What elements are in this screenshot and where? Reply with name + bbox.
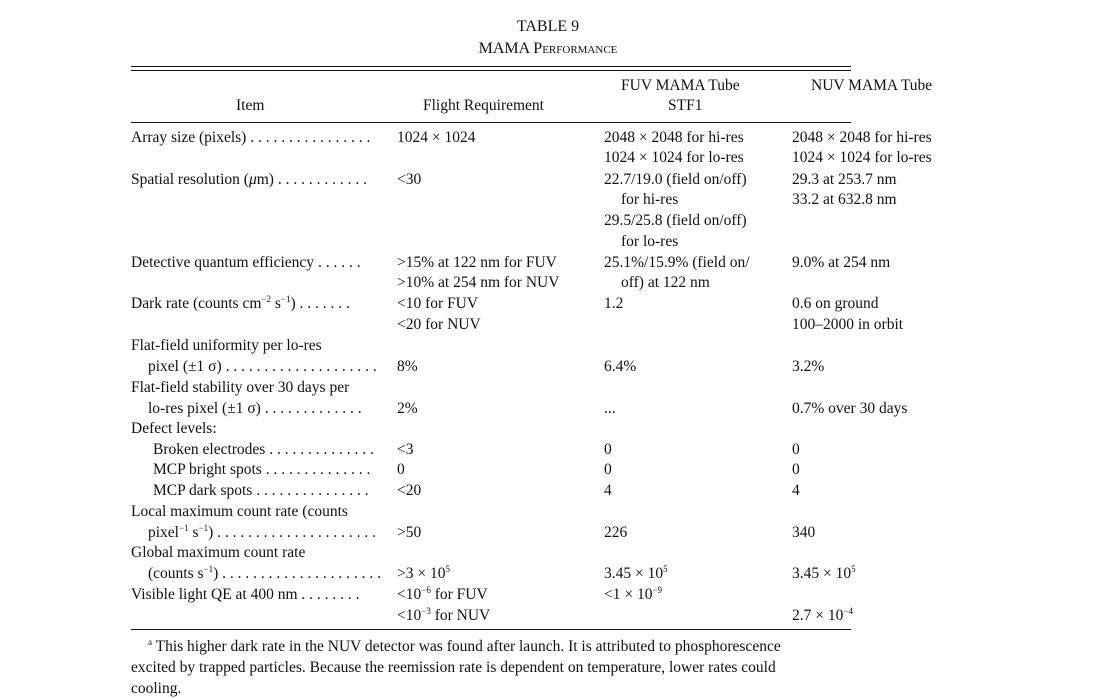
cell-fuv: for hi-res	[621, 191, 679, 208]
cell-nuv: 0	[792, 441, 800, 458]
cell-nuv: 9.0% at 254 nm	[792, 254, 891, 271]
cell-nuv: 4	[792, 482, 800, 499]
cell-nuv: 340	[792, 524, 816, 541]
top-rule-double	[131, 70, 851, 71]
cell-nuv: 3.2%	[792, 358, 825, 375]
row-label: Local maximum count rate (counts	[131, 503, 348, 520]
cell-fuv: 29.5/25.8 (field on/off)	[604, 212, 747, 229]
cell-fuv: $3.45 \times 10^5$	[604, 564, 668, 582]
cell-fuv: 226	[604, 524, 628, 541]
header-fuv-line2: STF1	[668, 97, 703, 114]
cell-fuv: 1.2	[604, 295, 624, 312]
row-label: Dark rate (counts $cm^{-2}$ $s^{-1}$) . . . . . . .	[131, 294, 350, 312]
section-label: Defect levels:	[131, 420, 217, 437]
header-flight-requirement: Flight Requirement	[423, 97, 544, 114]
row-label: Spatial resolution (μm) . . . . . . . . . . . .	[131, 171, 367, 188]
table-title-smallcaps: Performance	[533, 40, 618, 57]
cell-fuv: ...	[604, 400, 616, 417]
cell-requirement: 8%	[397, 358, 418, 375]
row-label: Broken electrodes . . . . . . . . . . . . . .	[153, 441, 374, 458]
footnote-line1: $^a$ This higher dark rate in the NUV detector was found after launch. It is attributed to phosphorescence	[148, 637, 781, 655]
top-rule	[131, 66, 851, 67]
cell-nuv: 1024 × 1024 for lo-res	[792, 149, 932, 166]
header-fuv-line1: FUV MAMA Tube	[621, 77, 740, 94]
cell-fuv: off) at 122 nm	[621, 274, 710, 291]
cell-nuv: 0.6 on ground	[792, 295, 879, 312]
cell-fuv: 0	[604, 461, 612, 478]
cell-nuv: $3.45 \times 10^5$	[792, 564, 856, 582]
row-label: Visible light QE at 400 nm . . . . . . . .	[131, 586, 360, 603]
table-number: TABLE 9	[516, 18, 580, 35]
cell-nuv: 0.7% over 30 days	[792, 400, 908, 417]
cell-fuv: for lo-res	[621, 233, 679, 250]
row-label: Flat-field uniformity per lo-res	[131, 337, 322, 354]
row-label: (counts $s^{-1}$) . . . . . . . . . . . . . . . . . . . . .	[148, 564, 382, 582]
cell-nuv: $2.7 \times 10^{-4}$	[792, 606, 853, 624]
row-label: Detective quantum efficiency . . . . . .	[131, 254, 361, 271]
cell-requirement: $<10^{-6}$ for FUV	[397, 585, 488, 603]
row-label: Flat-field stability over 30 days per	[131, 379, 350, 396]
table-title-main: MAMA	[478, 40, 530, 57]
header-nuv-line1: NUV MAMA Tube	[811, 77, 933, 94]
cell-nuv: 0	[792, 461, 800, 478]
header-rule	[131, 122, 851, 123]
footnote-line3: cooling.	[131, 680, 182, 697]
cell-fuv: 6.4%	[604, 358, 637, 375]
row-label: pixel$^{-1}$ $s^{-1}$) . . . . . . . . . . . . . . . . . . . . .	[148, 523, 376, 541]
cell-requirement: <30	[397, 171, 422, 188]
cell-requirement: <3	[397, 441, 414, 458]
table-title	[0, 40, 1096, 58]
cell-requirement: <20	[397, 482, 422, 499]
row-label: Array size (pixels) . . . . . . . . . . . . . . . .	[131, 129, 371, 146]
row-label: lo-res pixel (±1 σ) . . . . . . . . . . . . .	[148, 400, 362, 417]
cell-requirement: >15% at 122 nm for FUV	[397, 254, 557, 271]
cell-requirement: 1024 × 1024	[397, 129, 476, 146]
cell-fuv: 2048 × 2048 for hi-res	[604, 129, 744, 146]
cell-fuv: 4	[604, 482, 612, 499]
cell-nuv: 100–2000 in orbit	[792, 316, 904, 333]
cell-fuv: 25.1%/15.9% (field on/	[604, 254, 750, 271]
cell-fuv: 0	[604, 441, 612, 458]
cell-requirement: >50	[397, 524, 422, 541]
cell-nuv: 33.2 at 632.8 nm	[792, 191, 897, 208]
bottom-rule	[131, 629, 851, 630]
row-label: pixel (±1 σ) . . . . . . . . . . . . . . . . . . . .	[148, 358, 377, 375]
footnote-line2: excited by trapped particles. Because the reemission rate is dependent on temperature, lower rates could	[131, 659, 776, 676]
cell-requirement: 0	[397, 461, 405, 478]
cell-requirement: 2%	[397, 400, 418, 417]
cell-requirement: <10 for FUV	[397, 295, 479, 312]
row-label: MCP dark spots . . . . . . . . . . . . . . .	[153, 482, 369, 499]
header-item: Item	[236, 97, 265, 114]
cell-fuv: $<1 \times 10^{-9}$	[604, 585, 663, 603]
cell-fuv: 1024 × 1024 for lo-res	[604, 149, 744, 166]
cell-nuv: 2048 × 2048 for hi-res	[792, 129, 932, 146]
cell-requirement: <20 for NUV	[397, 316, 481, 333]
cell-nuv: 29.3 at 253.7 nm	[792, 171, 897, 188]
cell-fuv: 22.7/19.0 (field on/off)	[604, 171, 747, 188]
cell-requirement: $>3 \times 10^5$	[397, 564, 450, 582]
row-label: MCP bright spots . . . . . . . . . . . . . .	[153, 461, 371, 478]
cell-requirement: $<10^{-3}$ for NUV	[397, 606, 491, 624]
cell-requirement: >10% at 254 nm for NUV	[397, 274, 560, 291]
row-label: Global maximum count rate	[131, 544, 306, 561]
